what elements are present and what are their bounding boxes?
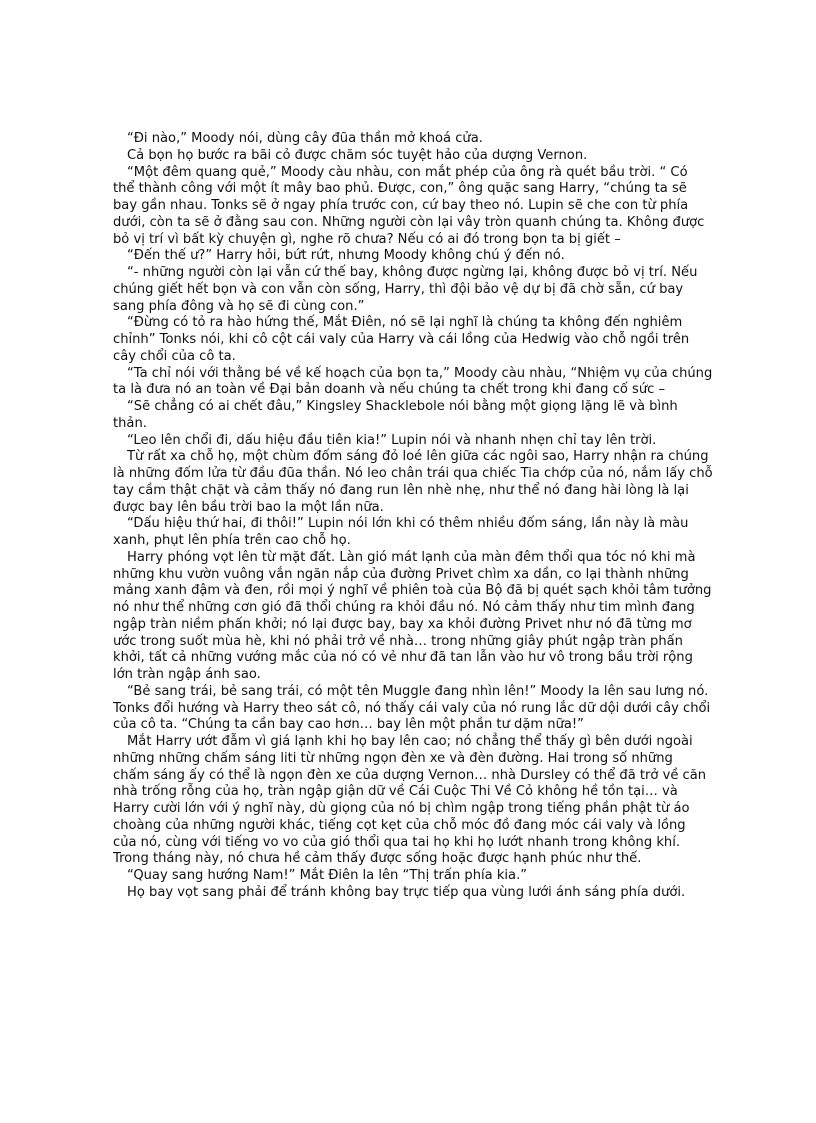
paragraph: “Sẽ chẳng có ai chết đâu,” Kingsley Shacklebole nói bằng một giọng lặng lẽ và bình thản. <box>113 399 678 431</box>
paragraph: Từ rất xa chỗ họ, một chùm đốm sáng đỏ loé lên giữa các ngôi sao, Harry nhận ra chúng là những đốm lửa từ đầu đũa thần. Nó leo chân trái qua chiếc Tia chớp của nó, nắm lấy chỗ tay cầm thật chặt và cảm thấy nó đang run lên nhè nhẹ, như thể nó đang hài lòng là lại được bay lên bầu trời bao la một lần nữa. <box>113 449 713 515</box>
paragraph: “Đến thế ư?” Harry hỏi, bứt rứt, nhưng Moody không chú ý đến nó. <box>127 248 565 264</box>
paragraph: “Một đêm quang quẻ,” Moody càu nhàu, con mắt phép của ông rà quét bầu trời. “ Có thể thành công với một ít mây bao phủ. Được, con,” ông quặc sang Harry, “chúng ta sẽ bay gần nhau. Tonks sẽ ở ngay phía trước con, cứ bay theo nó. Lupin sẽ che con từ phía dưới, còn ta sẽ ở đằng sau con. Những người còn lại vây tròn quanh chúng ta. Không được bỏ vị trí vì bất kỳ chuyện gì, nghe rõ chưa? Nếu có ai đó trong bọn ta bị giết – <box>113 164 705 247</box>
paragraph: Cả bọn họ bước ra bãi cỏ được chăm sóc tuyệt hảo của dượng Vernon. <box>127 147 588 163</box>
paragraph: “Ta chỉ nói với thằng bé về kế hoạch của bọn ta,” Moody càu nhàu, “Nhiệm vụ của chúng ta là đưa nó an toàn về Đại bản doanh và nếu chúng ta chết trong khi đang cố sức – <box>113 365 713 398</box>
paragraph: “- những người còn lại vẫn cứ thế bay, không được ngừng lại, không được bỏ vị trí. Nếu chúng giết hết bọn và con vẫn còn sống, Harry, thì đội bảo vệ dự bị đã chờ sẵn, cứ bay sang phía đông và họ sẽ đi cùng con.” <box>113 265 698 314</box>
document-page <box>113 131 713 902</box>
paragraph: “Dấu hiệu thứ hai, đi thôi!” Lupin nói lớn khi có thêm nhiều đốm sáng, lần này là màu xanh, phụt lên phía trên cao chỗ họ. <box>113 516 689 548</box>
paragraph: “Quay sang hướng Nam!” Mắt Điên la lên “Thị trấn phía kia.” <box>127 868 528 883</box>
paragraph: “Bẻ sang trái, bẻ sang trái, có một tên Muggle đang nhìn lên!” Moody la lên sau lưng nó. Tonks đổi hướng và Harry theo sát cô, nó thấy cái valy của nó rung lắc dữ dội dưới cây chổi của cô ta. “Chúng ta cần bay cao hơn… bay lên một phần tư dặm nữa!” <box>113 683 711 733</box>
paragraph: “Đừng có tỏ ra hào hứng thế, Mắt Điên, nó sẽ lại nghĩ là chúng ta không đến nghiêm chỉnh” Tonks nói, khi cô cột cái valy của Harry và cái lồng của Hedwig vào chỗ ngồi trên cây chổi của cô ta. <box>113 315 690 364</box>
paragraph: “Leo lên chổi đi, dấu hiệu đầu tiên kia!” Lupin nói và nhanh nhẹn chỉ tay lên trời. <box>127 432 657 448</box>
paragraph: Họ bay vọt sang phải để tránh không bay trực tiếp qua vùng lưới ánh sáng phía dưới. <box>127 884 686 900</box>
paragraph: Mắt Harry ướt đẫm vì giá lạnh khi họ bay lên cao; nó chẳng thể thấy gì bên dưới ngoài những những chấm sáng liti từ những ngọn đèn xe và đèn đường. Hai trong số những chấm sáng ấy có thể là ngọn đèn xe của dượng Vernon… nhà Dursley có thể đã trở về căn nhà trống rỗng của họ, tràn ngập giận dữ về Cái Cuộc Thi Về Cỏ không hề tồn tại… và Harry cười lớn với ý nghĩ này, dù giọng của nó bị chìm ngập trong tiếng phần phật từ áo choàng của những người khác, tiếng cọt kẹt của chỗ móc đồ đang móc cái valy và lồng của nó, cùng với tiếng vo vo của gió thổi qua tai họ khi họ lướt nhanh trong không khí. Trong tháng này, nó chưa hề cảm thấy được sống hoặc được hạnh phúc như thế. <box>113 734 707 867</box>
paragraph: Harry phóng vọt lên từ mặt đất. Làn gió mát lạnh của màn đêm thổi qua tóc nó khi mà những khu vườn vuông vắn ngăn nắp của đường Privet chìm xa dần, co lại thành những mảng xanh đậm và đen, rồi mọi ý nghĩ về phiên toà của Bộ đã bị quét sạch khỏi tâm tưởng nó như thể những cơn gió đã thổi chúng ra khỏi đầu nó. Nó cảm thấy như tim mình đang ngập tràn niềm phấn khởi; nó lại được bay, bay xa khỏi đường Privet như nó đã từng mơ ước trong suốt mùa hè, khi nó phải trở về nhà… trong những giây phút ngập tràn phấn khởi, tất cả những vướng mắc của nó có vẻ như đã tan lẫn vào hư vô trong bầu trời rộng lớn tràn ngập ánh sao. <box>113 549 712 682</box>
paragraph: “Đi nào,” Moody nói, dùng cây đũa thần mở khoá cửa. <box>127 131 483 146</box>
